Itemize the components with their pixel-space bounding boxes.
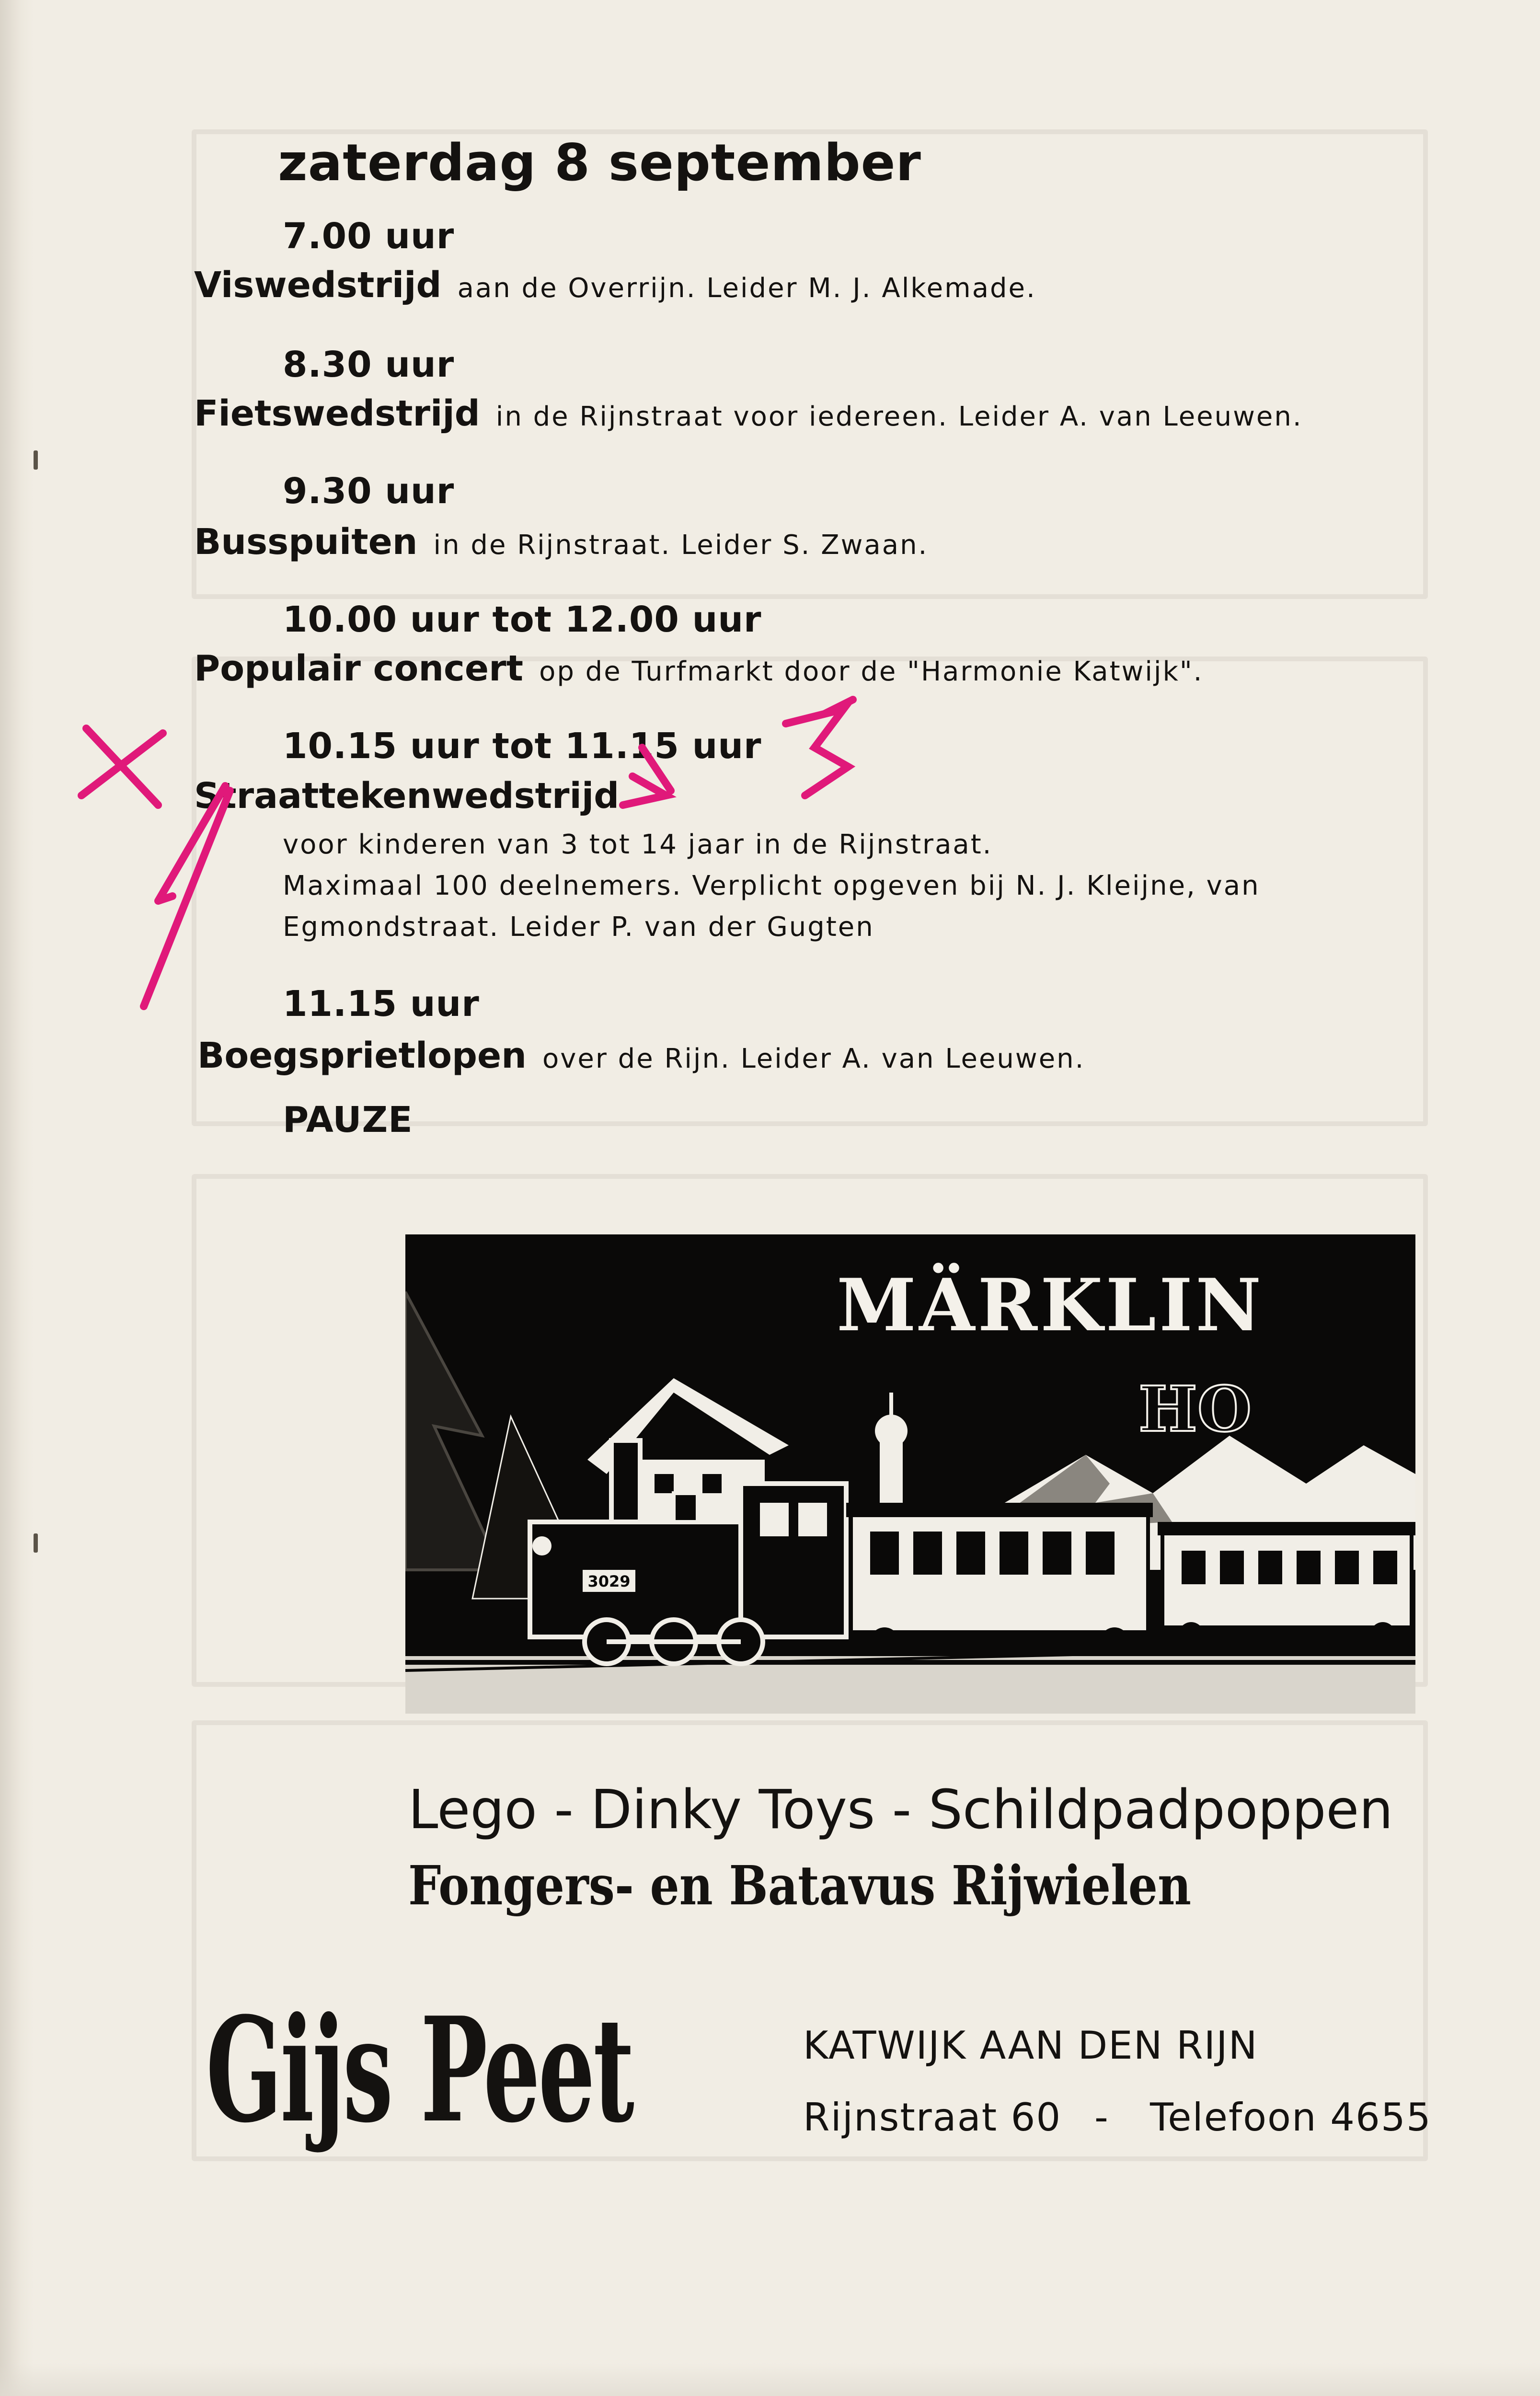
program-event-5: Straattekenwedstrijd (194, 775, 620, 817)
shop-city: KATWIJK AAN DEN RIJN (803, 2023, 1258, 2068)
program-time-1: 7.00 uur (283, 216, 455, 257)
program-event-3: Busspuiten (194, 521, 418, 563)
program-desc-3: in de Rijnstraat. Leider S. Zwaan. (433, 530, 929, 561)
shop-phone: Telefoon 4655 (1150, 2095, 1432, 2140)
shop-street: Rijnstraat 60 (803, 2095, 1062, 2140)
marker-number-one (144, 786, 230, 1006)
program-desc-5-line-2: Maximaal 100 deelnemers. Verplicht opgeven bij N. J. Kleijne, van (283, 870, 1260, 901)
program-desc-6: over de Rijn. Leider A. van Leeuwen. (542, 1043, 1085, 1074)
program-time-2: 8.30 uur (283, 344, 455, 385)
program-event-2: Fietswedstrijd (194, 393, 480, 434)
program-time-5: 10.15 uur tot 11.15 uur (283, 726, 762, 767)
scale-ho-label: HO (1138, 1372, 1252, 1446)
loco-number: 3029 (587, 1572, 631, 1590)
products-line-1: Lego - Dinky Toys - Schildpadpoppen (408, 1779, 1393, 1841)
program-event-1: Viswedstrijd (194, 265, 442, 306)
program-desc-1: aan de Overrijn. Leider M. J. Alkemade. (457, 273, 1036, 304)
marklin-logo-text: MÄRKLIN (837, 1263, 1264, 1348)
marker-x-mark (81, 728, 163, 805)
program-desc-5-line-3: Egmondstraat. Leider P. van der Gugten (283, 911, 874, 943)
shop-name-logo: Gijs Peet (206, 1985, 633, 2154)
marker-arrow-2 (786, 700, 853, 795)
page-heading: zaterdag 8 september (278, 133, 921, 192)
program-time-4: 10.00 uur tot 12.00 uur (283, 599, 762, 640)
program-pause: PAUZE (283, 1099, 413, 1140)
address-separator: - (1094, 2095, 1109, 2140)
program-desc-4: op de Turfmarkt door de "Harmonie Katwijk". (539, 656, 1204, 687)
program-time-6: 11.15 uur (283, 983, 480, 1025)
program-desc-5-line-1: voor kinderen van 3 tot 14 jaar in de Rijnstraat. (283, 829, 993, 860)
products-line-2: Fongers- en Batavus Rijwielen (408, 1855, 1192, 1917)
marker-arrow-1 (623, 748, 671, 805)
program-time-3: 9.30 uur (283, 471, 455, 512)
program-event-4: Populair concert (194, 648, 523, 689)
program-desc-2: in de Rijnstraat voor iedereen. Leider A. van Leeuwen. (495, 401, 1303, 432)
program-event-6: Boegsprietlopen (197, 1035, 527, 1076)
